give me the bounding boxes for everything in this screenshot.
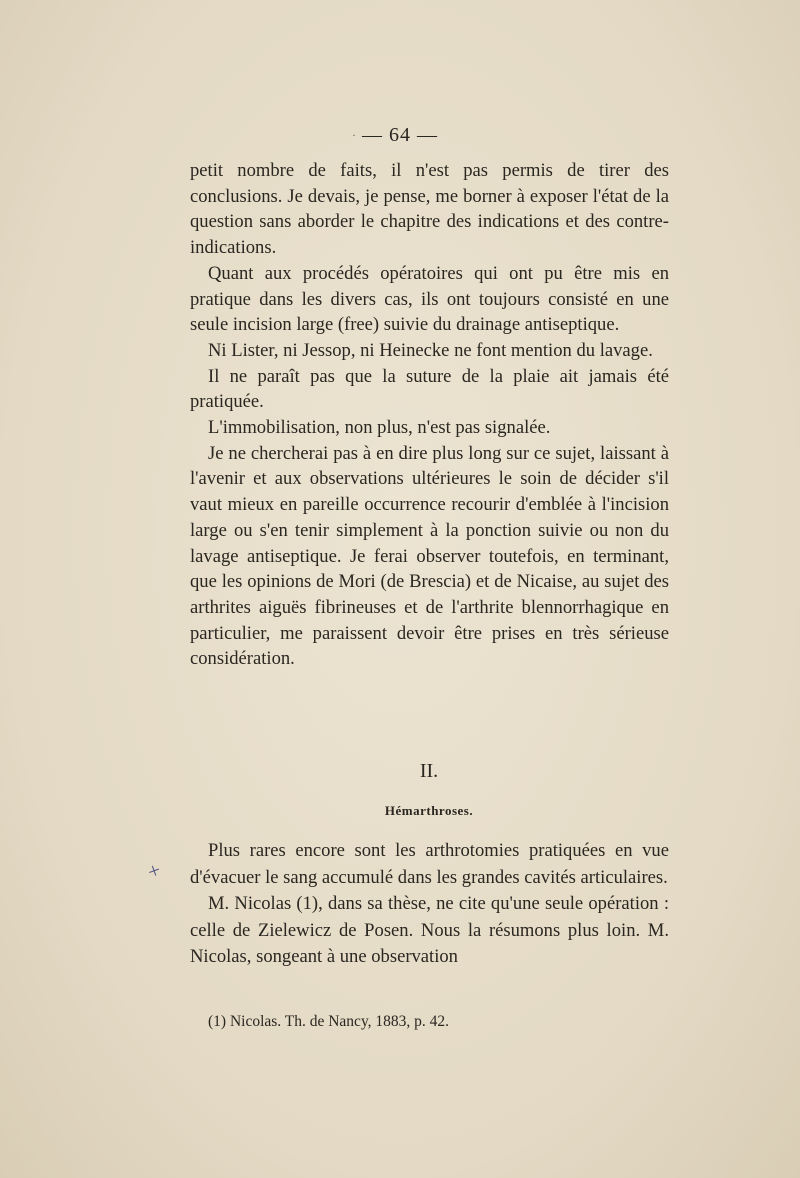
main-text-block bbox=[190, 158, 669, 672]
paragraph: petit nombre de faits, il n'est pas permis de tirer des conclusions. Je devais, je pense, me borner à exposer l'état de la question sans aborder le chapitre des indications et des contre-indications. bbox=[190, 160, 669, 259]
margin-annotation: + bbox=[143, 856, 165, 885]
section-number: II. bbox=[419, 760, 439, 782]
section-title: Hémarthroses. bbox=[384, 803, 474, 818]
page-number: — 64 — bbox=[362, 124, 438, 146]
paragraph: Ni Lister, ni Jessop, ni Heinecke ne font mention du lavage. bbox=[208, 339, 653, 361]
paragraph: M. Nicolas (1), dans sa thèse, ne cite qu'une seule opération : celle de Zielewicz de Posen. Nous la résumons plus loin. M. Nicolas, songeant à une observation bbox=[190, 893, 669, 967]
footnote: (1) Nicolas. Th. de Nancy, 1883, p. 42. bbox=[208, 1013, 450, 1030]
second-text-block bbox=[190, 838, 669, 971]
paragraph: Je ne chercherai pas à en dire plus long sur ce sujet, laissant à l'avenir et aux observations ultérieures le soin de décider s'il vaut mieux en pareille occurrence recourir d'emblée à l'incision large ou s'en tenir simplement à la ponction suivie ou non du lavage antiseptique. Je ferai observer toutefois, en terminant, que les opinions de Mori (de Brescia) et de Nicaise, au sujet des arthrites aiguës fibrineuses et de l'arthrite blennorrhagique en particulier, me paraissent devoir être prises en très sérieuse considération. bbox=[190, 442, 669, 670]
paragraph: Quant aux procédés opératoires qui ont pu être mis en pratique dans les divers cas, ils ont toujours consisté en une seule incision large (free) suivie du drainage antiseptique. bbox=[190, 262, 669, 336]
paragraph: L'immobilisation, non plus, n'est pas signalée. bbox=[208, 417, 551, 439]
paragraph: Plus rares encore sont les arthrotomies pratiquées en vue d'évacuer le sang accumulé dans les grandes cavités articulaires. bbox=[190, 840, 669, 888]
stray-dot: · bbox=[352, 128, 356, 142]
paragraph: Il ne paraît pas que la suture de la plaie ait jamais été pratiquée. bbox=[190, 365, 669, 413]
